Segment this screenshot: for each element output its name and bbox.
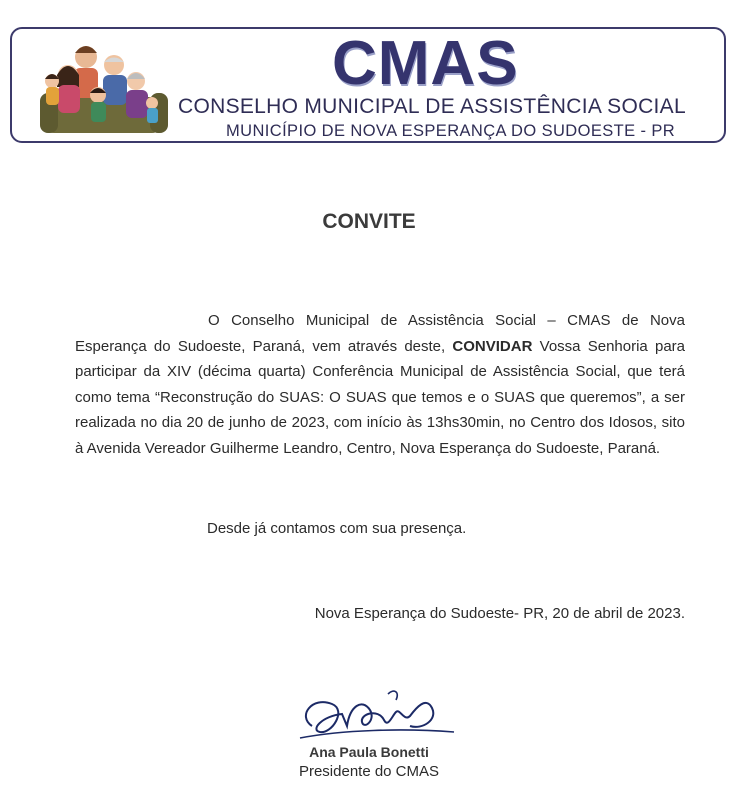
paragraph-emphasis: CONVIDAR (452, 337, 533, 355)
signatory-name: Ana Paula Bonetti (309, 744, 429, 760)
invitation-paragraph (75, 308, 685, 461)
place-and-date: Nova Esperança do Sudoeste- PR, 20 de abril de 2023. (314, 605, 685, 622)
paragraph-text-part2: Vossa Senhoria para participar da XIV (décima quarta) Conferência Municipal de Assistência Social, que terá como tema “Reconstrução do SUAS: O SUAS que temos e o SUAS que queremos”, a ser realizada no dia 20 de junho de 2023, com início às 13hs30min, no Centro dos Idosos, sito à Avenida Vereador Guilherme Leandro, Centro, Nova Esperança do Sudoeste, Paraná. (75, 337, 686, 457)
letterhead (10, 27, 726, 143)
brand-logo-text: CMAS (332, 29, 519, 98)
organization-name: CONSELHO MUNICIPAL DE ASSISTÊNCIA SOCIAL (178, 95, 686, 118)
closing-line: Desde já contamos com sua presença. (207, 520, 467, 537)
signatory-role: Presidente do CMAS (298, 763, 440, 780)
municipality-name: MUNICÍPIO DE NOVA ESPERANÇA DO SUDOESTE - PR (226, 122, 676, 140)
handwritten-signature (292, 686, 457, 746)
family-illustration-icon (40, 35, 168, 139)
paragraph-text-part1: O Conselho Municipal de Assistência Social – CMAS de Nova Esperança do Sudoeste, Paraná, vem através deste, (75, 312, 685, 355)
document-title: CONVITE (322, 210, 416, 233)
